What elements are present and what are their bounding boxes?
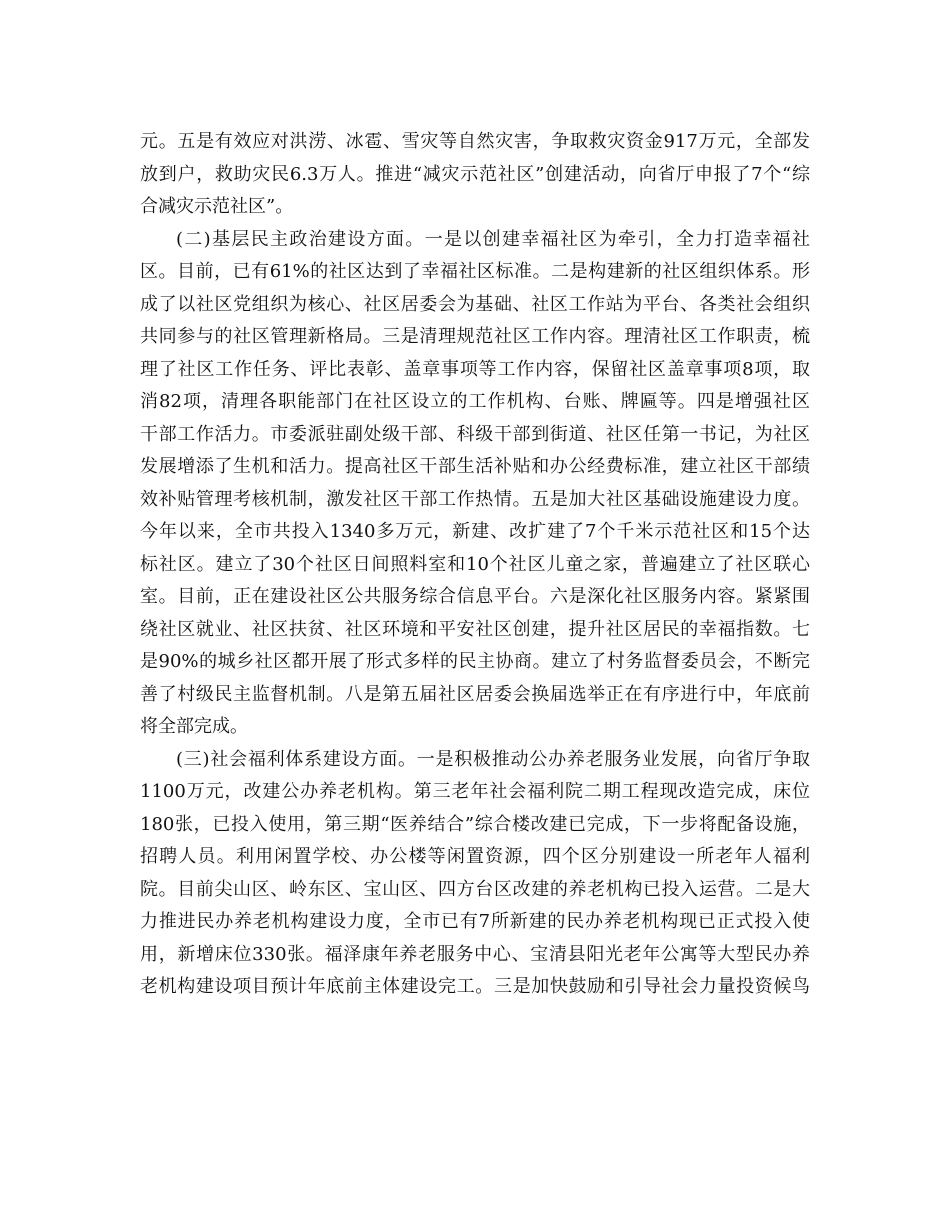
text-line: 将全部完成。 [140,716,248,737]
paragraph-disaster-relief [140,126,810,224]
document-body [140,126,810,1004]
text-line: 老机构建设项目预计年底前主体建设完工。三是加快鼓励和引导社会力量投资候鸟 [140,976,810,997]
text-line: 力推进民办养老机构建设力度，全市已有7所新建的民办养老机构现已正式投入使 [140,911,810,932]
text-line: 善了村级民主监督机制。八是第五届社区居委会换届选举正在有序进行中，年底前 [140,683,810,705]
paragraph-social-welfare [140,744,810,1004]
text-line: 1100万元，改建公办养老机构。第三老年社会福利院二期工程现改造完成，床位 [140,781,810,802]
text-line: 成了以社区党组织为核心、社区居委会为基础、社区工作站为平台、各类社会组织 [140,293,810,315]
text-line: 180张，已投入使用，第三期“医养结合”综合楼改建已完成，下一步将配备设施， [140,813,810,835]
text-line: 绕社区就业、社区扶贫、社区环境和平安社区创建，提升社区居民的幸福指数。七 [140,618,810,640]
text-line: 放到户，救助灾民6.3万人。推进“减灾示范社区”创建活动，向省厅申报了7个“综 [140,163,810,185]
text-line: 发展增添了生机和活力。提高社区干部生活补贴和办公经费标准，建立社区干部绩 [140,456,810,477]
text-line: 招聘人员。利用闲置学校、办公楼等闲置资源，四个区分别建设一所老年人福利 [140,846,810,867]
text-line: 共同参与的社区管理新格局。三是清理规范社区工作内容。理清社区工作职责，梳 [140,326,810,347]
text-line: 用，新增床位330张。福泽康年养老服务中心、宝清县阳光老年公寓等大型民办养 [140,943,810,965]
paragraph-grassroots-democracy [140,224,810,744]
text-line: 区。目前，已有61%的社区达到了幸福社区标准。二是构建新的社区组织体系。形 [140,261,810,282]
text-line: 今年以来，全市共投入1340多万元，新建、改扩建了7个千米示范社区和15个达 [140,521,810,542]
text-line: 理了社区工作任务、评比表彰、盖章事项等工作内容，保留社区盖章事项8项，取 [140,358,810,380]
text-line: 合减灾示范社区”。 [140,196,294,217]
text-line: 干部工作活力。市委派驻副处级干部、科级干部到街道、社区任第一书记，为社区 [140,423,810,445]
text-line: 元。五是有效应对洪涝、冰雹、雪灾等自然灾害，争取救灾资金917万元，全部发 [140,131,810,152]
text-line: 是90%的城乡社区都开展了形式多样的民主协商。建立了村务监督委员会，不断完 [140,651,810,672]
text-line: 标社区。建立了30个社区日间照料室和10个社区儿童之家，普遍建立了社区联心 [140,553,810,575]
text-line: 消82项，清理各职能部门在社区设立的工作机构、台账、牌匾等。四是增强社区 [140,391,810,412]
text-line: 院。目前尖山区、岭东区、宝山区、四方台区改建的养老机构已投入运营。二是大 [140,878,810,900]
text-line: (二)基层民主政治建设方面。一是以创建幸福社区为牵引，全力打造幸福社 [176,228,810,250]
text-line: (三)社会福利体系建设方面。一是积极推动公办养老服务业发展，向省厅争取 [176,748,810,770]
text-line: 室。目前，正在建设社区公共服务综合信息平台。六是深化社区服务内容。紧紧围 [140,586,810,607]
text-line: 效补贴管理考核机制，激发社区干部工作热情。五是加大社区基础设施建设力度。 [140,488,810,510]
